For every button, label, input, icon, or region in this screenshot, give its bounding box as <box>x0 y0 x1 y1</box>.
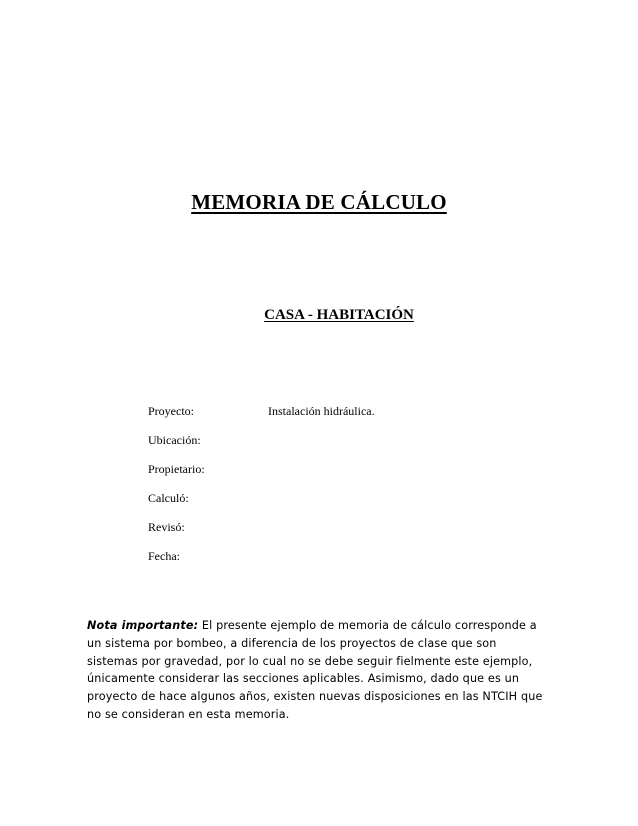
field-label-ubicacion: Ubicación: <box>148 433 201 447</box>
field-label-reviso: Revisó: <box>148 520 185 534</box>
field-row-ubicacion <box>148 433 375 462</box>
document-title: MEMORIA DE CÁLCULO <box>191 190 447 214</box>
document-subtitle-text: CASA - HABITACIÓN <box>264 307 414 323</box>
field-row-fecha <box>148 549 375 578</box>
field-row-propietario <box>148 462 375 491</box>
field-label-proyecto: Proyecto: <box>148 404 194 418</box>
project-fields <box>148 404 375 578</box>
important-note <box>87 617 547 724</box>
field-label-calculo: Calculó: <box>148 491 189 505</box>
note-lead: Nota importante: <box>87 619 199 632</box>
field-label-propietario: Propietario: <box>148 462 205 476</box>
note-text: El presente ejemplo de memoria de cálculo corresponde a un sistema por bombeo, a diferencia de los proyectos de clase que son sistemas por gravedad, por lo cual no se debe seguir fielmente este ejemplo, únicamente considerar las secciones aplicables. Asimismo, dado que es un proyecto de hace algunos años, existen nuevas disposiciones en las NTCIH que no se consideran en esta memoria. <box>87 619 543 721</box>
field-row-reviso <box>148 520 375 549</box>
field-row-calculo <box>148 491 375 520</box>
document-subtitle <box>0 307 638 324</box>
field-row-proyecto <box>148 404 375 433</box>
field-label-fecha: Fecha: <box>148 549 180 563</box>
field-value-proyecto: Instalación hidráulica. <box>268 404 375 418</box>
